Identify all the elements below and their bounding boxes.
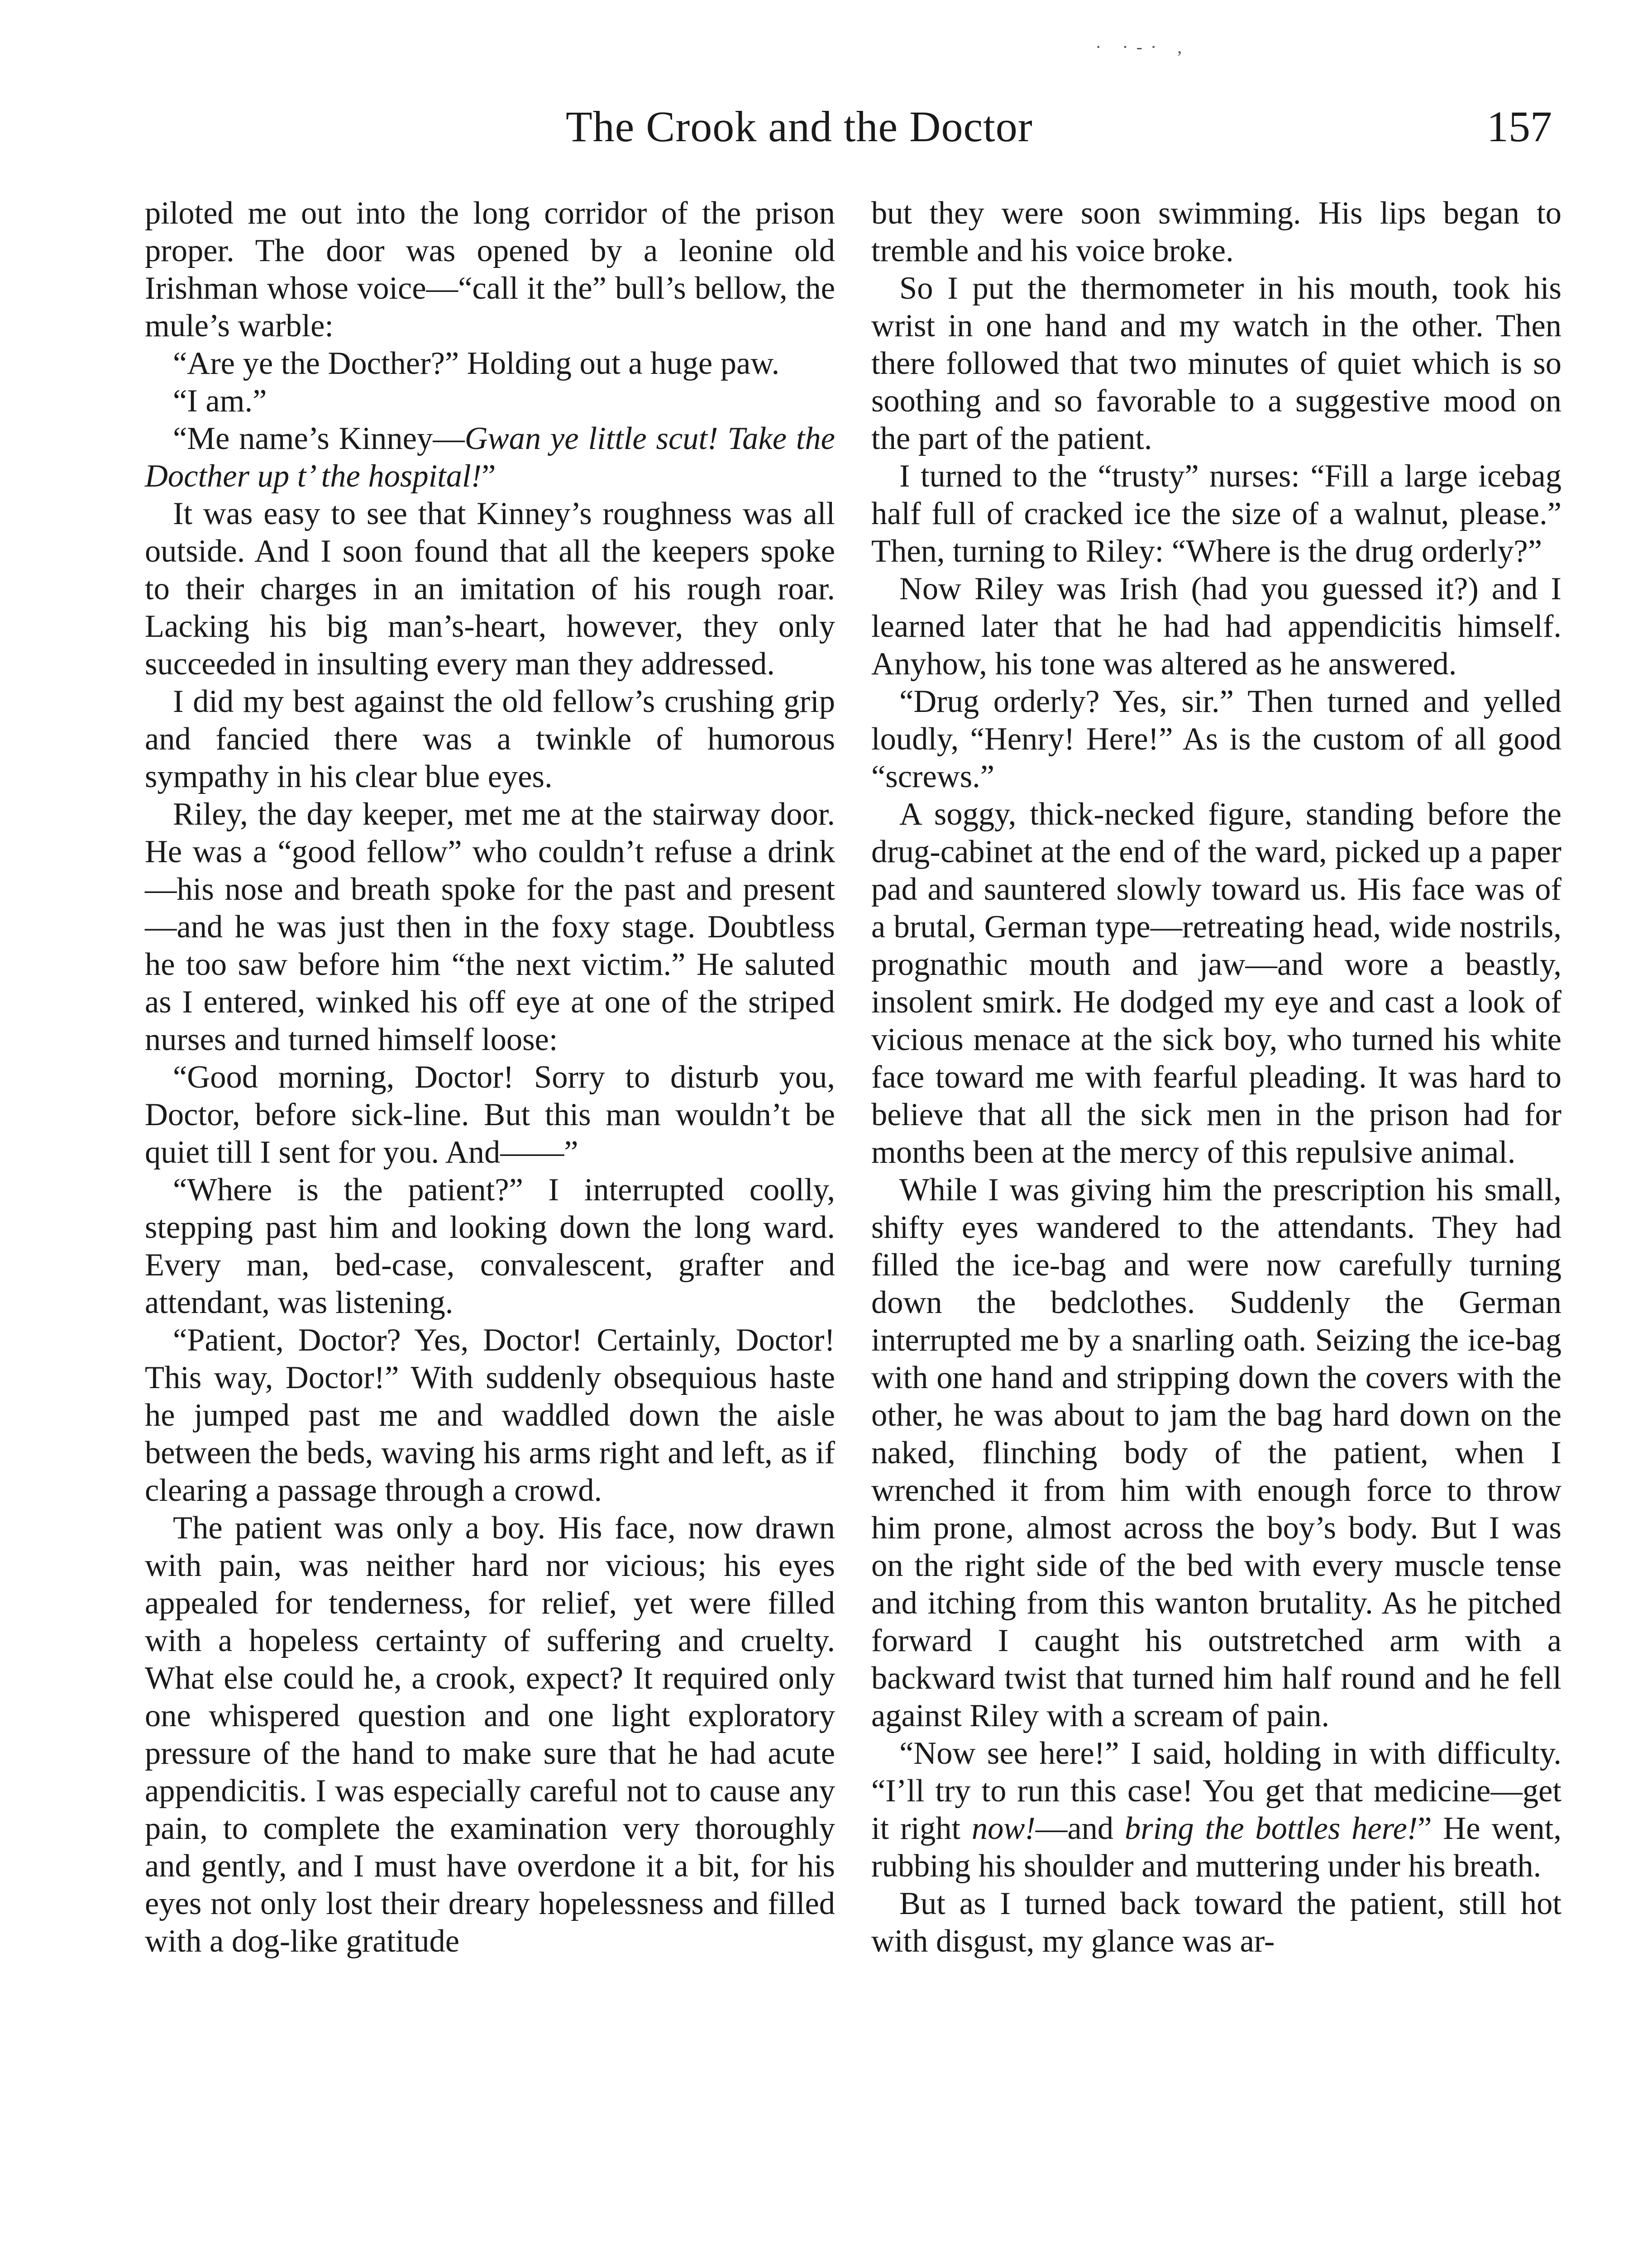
italic-text: bring the bottles here! xyxy=(1124,1811,1418,1846)
right-column xyxy=(871,195,1561,1960)
paragraph: A soggy, thick-necked figure, standing before the drug-cabinet at the end of the ward, picked up a paper pad and sauntered slowly toward us. His face was of a brutal, German type—retreating head, wide nostrils, prognathic mouth and jaw—and wore a beastly, insolent smirk. He dodged my eye and cast a look of vicious menace at the sick boy, who turned his white face toward me with fearful pleading. It was hard to believe that all the sick men in the prison had for months been at the mercy of this repulsive animal. xyxy=(871,797,1561,1170)
paragraph-text: ” xyxy=(482,458,496,494)
paragraph-text: “Me name’s Kinney— xyxy=(173,421,465,456)
paragraph: The patient was only a boy. His face, now drawn with pain, was neither hard nor vicious; his eyes appealed for tenderness, for relief, yet were filled with a hopeless certainty of suffering and cruelty. What else could he, a crook, expect? It required only one whispered question and one light exploratory pressure of the hand to make sure that he had acute appendicitis. I was especially careful not to cause any pain, to complete the examination very thoroughly and gently, and I must have overdone it a bit, for his eyes not only lost their dreary hopelessness and filled with a dog-like gratitude xyxy=(145,1510,835,1959)
page-number: 157 xyxy=(1487,102,1552,151)
paragraph: “I am.” xyxy=(173,383,267,419)
paragraph: It was easy to see that Kinney’s roughness was all outside. And I soon found that all the keepers spoke to their charges in an imitation of his rough roar. Lacking his big man’s-heart, however, they only succeeded in insulting every man they addressed. xyxy=(145,496,835,682)
left-column xyxy=(145,195,835,1960)
italic-text: now! xyxy=(971,1811,1036,1846)
paragraph-text: ” He went, rubbing his shoulder and muttering under his breath. xyxy=(871,1811,1562,1884)
paragraph: Now Riley was Irish (had you guessed it?) and I learned later that he had had appendicitis himself. Anyhow, his tone was altered as he answered. xyxy=(871,571,1561,682)
print-specks: · ·-· , xyxy=(1095,37,1190,57)
paragraph: “Good morning, Doctor! Sorry to disturb you, Doctor, before sick-line. But this man wouldn’t be quiet till I sent for you. And——” xyxy=(145,1060,835,1170)
paragraph: I did my best against the old fellow’s crushing grip and fancied there was a twinkle of humorous sympathy in his clear blue eyes. xyxy=(145,684,835,794)
paragraph: Riley, the day keeper, met me at the stairway door. He was a “good fellow” who couldn’t refuse a drink—his nose and breath spoke for the past and present—and he was just then in the foxy stage. Doubtless he too saw before him “the next victim.” He saluted as I entered, winked his off eye at one of the striped nurses and turned himself loose: xyxy=(145,797,835,1057)
paragraph: piloted me out into the long corridor of the prison proper. The door was opened by a leonine old Irishman whose voice—“call it the” bull’s bellow, the mule’s warble: xyxy=(145,196,835,344)
paragraph: “Patient, Doctor? Yes, Doctor! Certainly, Doctor! This way, Doctor!” With suddenly obsequious haste he jumped past me and waddled down the aisle between the beds, waving his arms right and left, as if clearing a passage through a crowd. xyxy=(145,1322,835,1508)
paragraph: “Where is the patient?” I interrupted coolly, stepping past him and looking down the long ward. Every man, bed-case, convalescent, grafter and attendant, was listening. xyxy=(145,1172,835,1320)
paragraph xyxy=(145,420,835,495)
paragraph-text: —and xyxy=(1035,1811,1125,1846)
paragraph: So I put the thermometer in his mouth, took his wrist in one hand and my watch in the other. Then there followed that two minutes of quiet which is so soothing and so favorable to a suggestive mood on the part of the patient. xyxy=(871,271,1561,456)
paragraph: “Drug orderly? Yes, sir.” Then turned and yelled loudly, “Henry! Here!” As is the custom of all good “screws.” xyxy=(871,684,1561,794)
paragraph: While I was giving him the prescription his small, shifty eyes wandered to the attendants. They had filled the ice-bag and were now carefully turning down the bedclothes. Suddenly the German interrupted me by a snarling oath. Seizing the ice-bag with one hand and stripping down the covers with the other, he was about to jam the bag hard down on the naked, flinching body of the patient, when I wrenched it from him with enough force to throw him prone, almost across the boy’s body. But I was on the right side of the bed with every muscle tense and itching from this wanton brutality. As he pitched forward I caught his outstretched arm with a backward twist that turned him half round and he fell against Riley with a scream of pain. xyxy=(871,1172,1561,1733)
paragraph: but they were soon swimming. His lips began to tremble and his voice broke. xyxy=(871,196,1561,268)
italic-text: Gwan ye little scut! Take the Docther up t’ the hospital! xyxy=(145,421,835,494)
paragraph xyxy=(871,1735,1561,1885)
running-head: The Crook and the Doctor xyxy=(566,102,1033,151)
paragraph: “Are ye the Docther?” Holding out a huge paw. xyxy=(173,346,780,381)
paragraph-text: “Now see here!” I said, holding in with difficulty. “I’ll try to run this case! You get that medicine—get it right xyxy=(871,1736,1561,1846)
paragraph: But as I turned back toward the patient, still hot with disgust, my glance was ar- xyxy=(871,1886,1561,1959)
paragraph: I turned to the “trusty” nurses: “Fill a large icebag half full of cracked ice the size of a walnut, please.” Then, turning to Riley: “Where is the drug orderly?” xyxy=(871,458,1561,569)
